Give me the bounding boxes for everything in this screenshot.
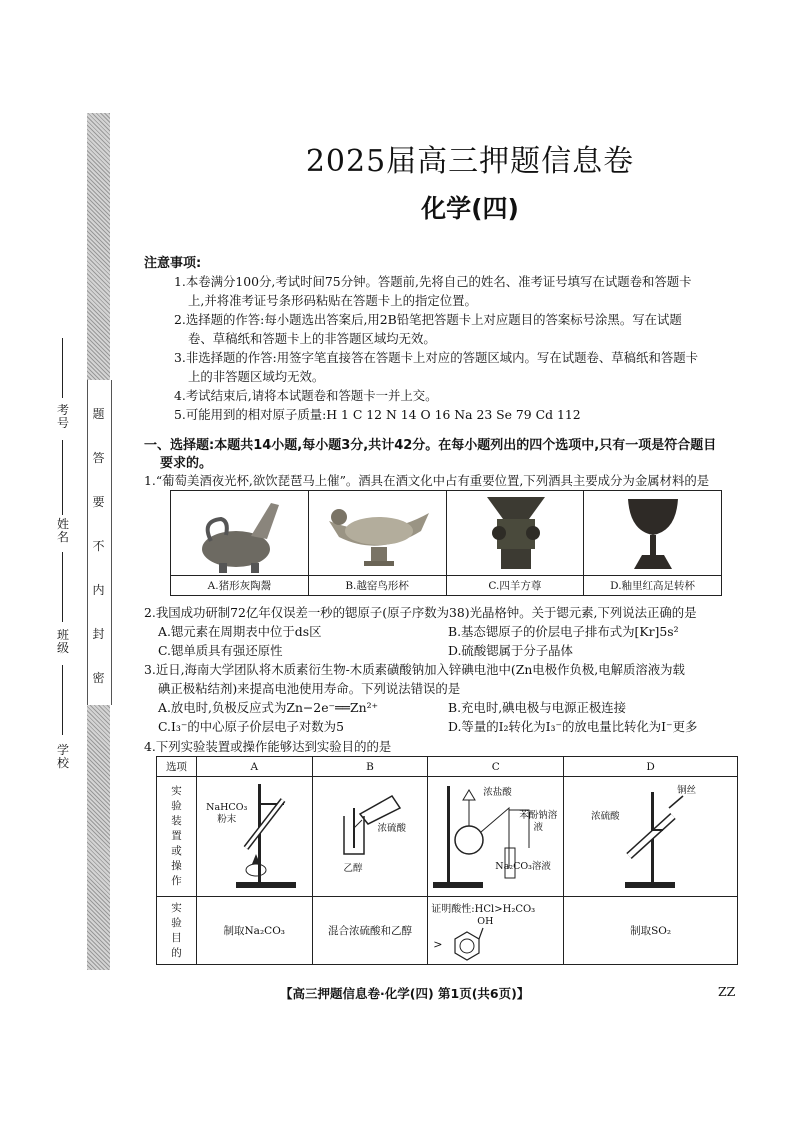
apparatus-b-drawing bbox=[314, 778, 427, 896]
q2-option-c: C.锶单质具有强还原性 bbox=[158, 643, 283, 658]
seal-char: 不 bbox=[92, 539, 105, 553]
footer-code: ZZ bbox=[718, 984, 736, 999]
apparatus-b-label-acid: 浓硫酸 bbox=[377, 822, 407, 834]
side-label-class: 班级 bbox=[56, 628, 69, 655]
q4-purpose-c bbox=[428, 897, 564, 965]
apparatus-c-label-hcl: 浓盐酸 bbox=[483, 786, 512, 798]
q2-stem: 2.我国成功研制72亿年仅误差一秒的锶原子(原子序数为38)光晶格钟。关于锶元素,下列说法正确的是 bbox=[144, 605, 697, 620]
q4-purpose-c-gt: > bbox=[433, 937, 443, 951]
q1-option-b bbox=[309, 491, 447, 595]
notice-line: 5.可能用到的相对原子质量:H 1 C 12 N 14 O 16 Na 23 Se 79 Cd 112 bbox=[174, 407, 581, 422]
q4-apparatus-c bbox=[428, 777, 564, 897]
q1-option-a bbox=[171, 491, 309, 595]
seal-char: 封 bbox=[92, 627, 105, 641]
notice-line: 上的非答题区域均无效。 bbox=[188, 369, 325, 384]
q3-option-c: C.I₃⁻的中心原子价层电子对数为5 bbox=[158, 719, 344, 734]
notice-line: 1.本卷满分100分,考试时间75分钟。答题前,先将自己的姓名、准考证号填写在试题卷和答题卡 bbox=[174, 274, 692, 289]
apparatus-a-drawing bbox=[198, 778, 311, 896]
apparatus-a-label: NaHCO₃粉末 bbox=[206, 801, 248, 825]
q2-option-b: B.基态锶原子的价层电子排布式为[Kr]5s² bbox=[448, 624, 679, 639]
q4-row1-label-text: 实验装置或操作 bbox=[171, 785, 182, 887]
q4-row2-label-text: 实验目的 bbox=[171, 901, 182, 959]
q4-purpose-c-text: 证明酸性:HCl>H₂CO₃ bbox=[431, 903, 536, 915]
side-line bbox=[62, 552, 63, 622]
q4-apparatus-d bbox=[564, 777, 738, 897]
apparatus-d-drawing bbox=[565, 778, 736, 896]
q4-col-b: B bbox=[312, 757, 428, 777]
side-label-school: 学校 bbox=[56, 743, 69, 770]
q4-row2-label bbox=[157, 897, 197, 965]
notice-line: 上,并将准考证号条形码粘贴在答题卡上的指定位置。 bbox=[188, 293, 477, 308]
q1-caption-c: C.四羊方尊 bbox=[447, 575, 584, 592]
q1-caption-b: B.越窑鸟形杯 bbox=[309, 575, 446, 592]
side-line bbox=[62, 440, 63, 515]
four-ram-zun-image bbox=[447, 491, 585, 577]
q3-stem: 3.近日,海南大学团队将木质素衍生物-木质素磺酸钠加入锌碘电池中(Zn电极作负极,电解质溶液为载 bbox=[144, 662, 685, 677]
apparatus-d-label-acid: 浓硫酸 bbox=[591, 810, 620, 822]
apparatus-d-label-wire: 铜丝 bbox=[677, 784, 697, 796]
page-subtitle: 化学(四) bbox=[421, 194, 519, 223]
q2-option-d: D.硫酸锶属于分子晶体 bbox=[448, 643, 573, 658]
q4-purpose-a: 制取Na₂CO₃ bbox=[196, 897, 312, 965]
seal-char: 答 bbox=[92, 451, 105, 465]
side-label-name: 姓名 bbox=[56, 517, 69, 544]
q4-col-header: 选项 bbox=[157, 757, 197, 777]
page-footer: 【高三押题信息卷·化学(四) 第1页(共6页)】 bbox=[280, 986, 530, 1001]
notice-line: 3.非选择题的作答:用签字笔直接答在答题卡上对应的答题区域内。写在试题卷、草稿纸和答题卡 bbox=[174, 350, 699, 365]
q4-apparatus-a bbox=[196, 777, 312, 897]
q4-table bbox=[156, 756, 738, 965]
q1-option-c bbox=[447, 491, 585, 595]
section-heading-cont: 要求的。 bbox=[160, 456, 213, 471]
q2-option-a: A.锶元素在周期表中位于ds区 bbox=[158, 624, 322, 639]
apparatus-b-label-ethanol: 乙醇 bbox=[343, 862, 363, 874]
seal-char: 内 bbox=[92, 583, 105, 597]
q1-image-table bbox=[170, 490, 722, 596]
side-line bbox=[62, 665, 63, 735]
q1-stem: 1.“葡萄美酒夜光杯,欲饮琵琶马上催”。酒具在酒文化中占有重要位置,下列酒具主要成分为金属材料的是 bbox=[144, 473, 710, 488]
phenol-structure bbox=[447, 926, 487, 962]
apparatus-c-label-carbonate: Na₂CO₃溶液 bbox=[495, 860, 551, 872]
q3-stem-cont: 碘正极粘结剂)来提高电池使用寿命。下列说法错误的是 bbox=[158, 681, 461, 696]
q4-purpose-d: 制取SO₂ bbox=[564, 897, 738, 965]
q4-row1-label bbox=[157, 777, 197, 897]
seal-char: 密 bbox=[92, 671, 105, 685]
q3-option-a: A.放电时,负极反应式为Zn−2e⁻══Zn²⁺ bbox=[158, 700, 379, 715]
side-label-id: 考号 bbox=[56, 403, 69, 430]
side-line bbox=[62, 338, 63, 398]
bird-cup-image bbox=[309, 491, 447, 577]
q4-apparatus-b bbox=[312, 777, 428, 897]
high-foot-cup-image bbox=[584, 491, 722, 577]
seal-char: 题 bbox=[92, 407, 105, 421]
q1-caption-a: A.猪形灰陶鬶 bbox=[171, 575, 308, 592]
q4-col-c: C bbox=[428, 757, 564, 777]
seal-char: 要 bbox=[92, 495, 105, 509]
notice-heading: 注意事项: bbox=[144, 256, 202, 271]
q4-purpose-b: 混合浓硫酸和乙醇 bbox=[312, 897, 428, 965]
q4-col-d: D bbox=[564, 757, 738, 777]
section-heading: 一、选择题:本题共14小题,每小题3分,共计42分。在每小题列出的四个选项中,只有一项是符合题目 bbox=[144, 438, 717, 453]
q1-option-d bbox=[584, 491, 721, 595]
page-title: 2025届高三押题信息卷 bbox=[305, 144, 635, 179]
notice-line: 4.考试结束后,请将本试题卷和答题卡一并上交。 bbox=[174, 388, 438, 403]
q4-stem: 4.下列实验装置或操作能够达到实验目的的是 bbox=[144, 739, 392, 754]
q3-option-b: B.充电时,碘电极与电源正极连接 bbox=[448, 700, 627, 715]
q1-caption-d: D.釉里红高足转杯 bbox=[584, 575, 721, 592]
notice-line: 2.选择题的作答:每小题选出答案后,用2B铅笔把答题卡上对应题目的答案标号涂黑。写在试题 bbox=[174, 312, 682, 327]
q4-purpose-c-oh: OH bbox=[477, 915, 494, 927]
apparatus-c-label-phenolate: 苯酚钠溶液 bbox=[519, 809, 558, 833]
pig-vessel-image bbox=[171, 491, 309, 577]
notice-line: 卷、草稿纸和答题卡上的非答题区域均无效。 bbox=[188, 331, 436, 346]
q4-col-a: A bbox=[196, 757, 312, 777]
q3-option-d: D.等量的I₂转化为I₃⁻的放电量比转化为I⁻更多 bbox=[448, 719, 698, 734]
